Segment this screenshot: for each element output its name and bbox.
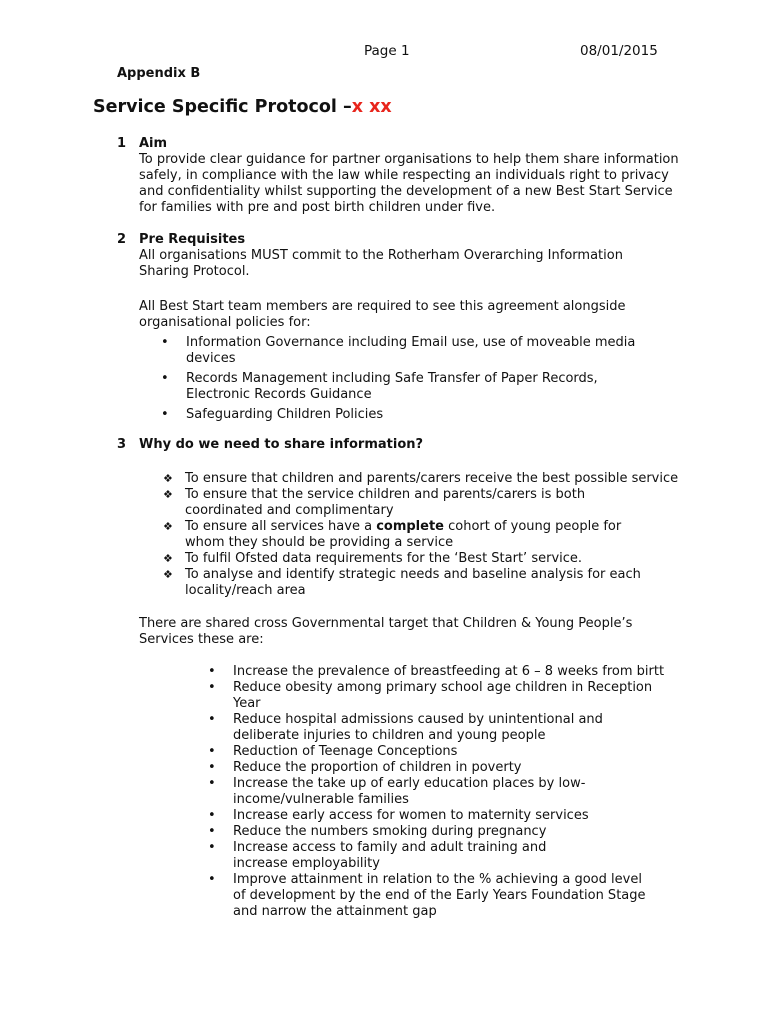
list-item: ❖ To ensure that children and parents/carers receive the best possible service bbox=[163, 471, 683, 487]
list-item: • Reduce the numbers smoking during pregnancy bbox=[208, 824, 673, 840]
section-prereq-heading bbox=[117, 232, 245, 247]
list-item: • Reduction of Teenage Conceptions bbox=[208, 744, 673, 760]
section-number: 3 bbox=[117, 437, 127, 452]
prereq-paragraph-1: All organisations MUST commit to the Rotherham Overarching Information Sharing Protocol. bbox=[139, 248, 623, 279]
section-aim-heading bbox=[117, 136, 167, 151]
list-item: • Reduce the proportion of children in poverty bbox=[208, 760, 673, 776]
list-item bbox=[163, 519, 660, 551]
aim-paragraph: To provide clear guidance for partner organisations to help them share information safely, in compliance with the law while respecting an individuals right to privacy and confidentiality whilst supporting the development of a new Best Start Service for families with pre and post birth children under five. bbox=[139, 152, 679, 215]
item-text: cohort of young people for whom they should be providing a service bbox=[185, 519, 622, 550]
title-text: Service Specific Protocol – bbox=[93, 97, 352, 117]
list-item: • Increase access to family and adult training and increase employability bbox=[208, 840, 593, 872]
header-date: 08/01/2015 bbox=[580, 43, 658, 59]
list-item: • Information Governance including Email use, use of moveable media devices bbox=[161, 335, 661, 367]
section-number: 2 bbox=[117, 232, 127, 247]
list-item: ❖ To ensure that the service children and parents/carers is both coordinated and complimentary bbox=[163, 487, 660, 519]
appendix-label: Appendix B bbox=[117, 66, 201, 81]
targets-intro: There are shared cross Governmental target that Children & Young People’s Services these are: bbox=[139, 616, 633, 647]
document-title bbox=[93, 97, 392, 117]
section-title: Pre Requisites bbox=[139, 232, 246, 247]
title-placeholder: x xx bbox=[351, 97, 392, 117]
list-item: • Records Management including Safe Transfer of Paper Records, Electronic Records Guidance bbox=[161, 371, 661, 403]
list-item: • Safeguarding Children Policies bbox=[161, 407, 661, 423]
list-item: • Increase the take up of early education places by low-income/vulnerable families bbox=[208, 776, 593, 808]
item-text: To ensure all services have a bbox=[185, 519, 377, 534]
policy-list bbox=[161, 335, 661, 423]
list-item: • Reduce obesity among primary school age children in Reception Year bbox=[208, 680, 673, 712]
section-title: Aim bbox=[139, 136, 168, 151]
targets-list bbox=[208, 664, 673, 920]
list-item: ❖ To fulfil Ofsted data requirements for the ‘Best Start’ service. bbox=[163, 551, 683, 567]
list-item: • Reduce hospital admissions caused by unintentional and deliberate injuries to children and young people bbox=[208, 712, 653, 744]
page-number: Page 1 bbox=[364, 43, 410, 59]
list-item: • Increase the prevalence of breastfeeding at 6 – 8 weeks from birtt bbox=[208, 664, 673, 680]
list-item: ❖ To analyse and identify strategic needs and baseline analysis for each locality/reach area bbox=[163, 567, 655, 599]
prereq-paragraph-2: All Best Start team members are required to see this agreement alongside organisational policies for: bbox=[139, 299, 626, 330]
section-number: 1 bbox=[117, 136, 127, 151]
section-why-heading bbox=[117, 437, 423, 452]
list-item: • Increase early access for women to maternity services bbox=[208, 808, 673, 824]
section-title: Why do we need to share information? bbox=[139, 437, 424, 452]
list-item: • Improve attainment in relation to the % achieving a good level of development by the end of the Early Years Foundation Stage and narrow the attainment gap bbox=[208, 872, 653, 920]
emphasis-text: complete bbox=[376, 519, 444, 534]
reasons-list bbox=[163, 471, 683, 599]
